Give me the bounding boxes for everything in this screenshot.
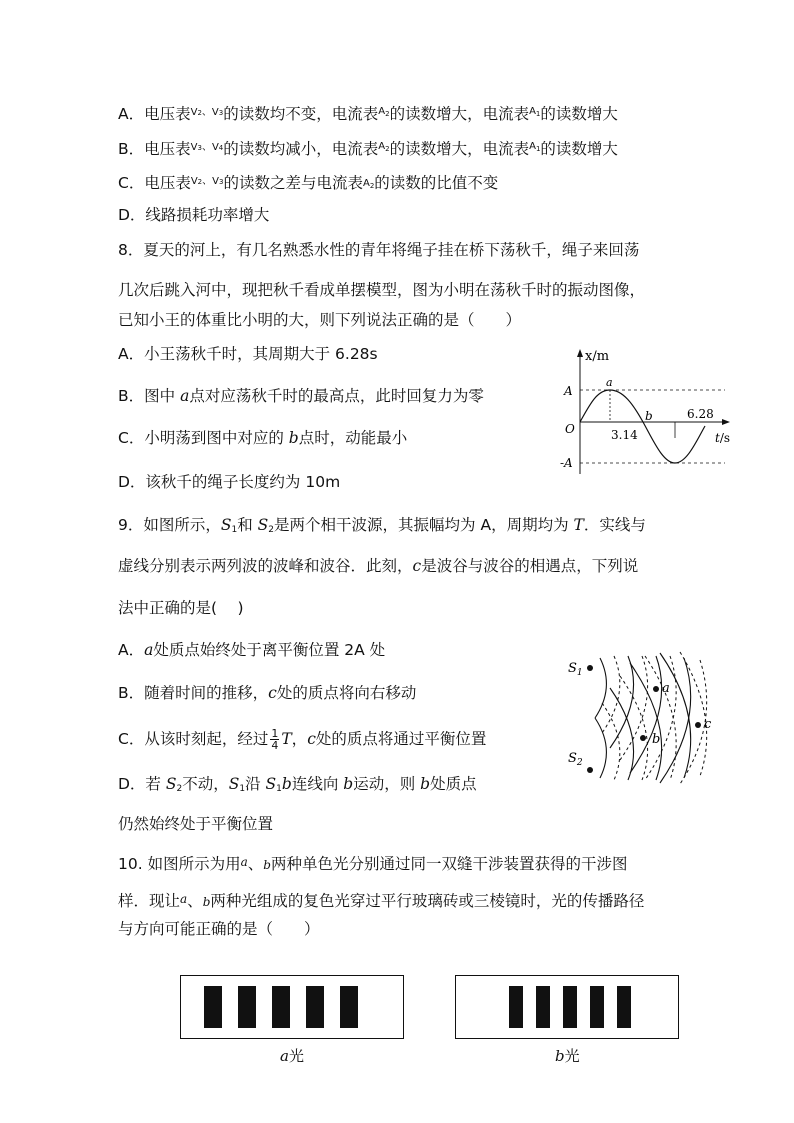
fringe bbox=[340, 986, 358, 1028]
s1-trough-lines bbox=[602, 656, 707, 784]
source-s2-dot bbox=[587, 767, 593, 773]
q8-stem-1: 8．夏天的河上，有几名熟悉水性的青年将绳子挂在桥下荡秋千，绳子来回荡 bbox=[118, 241, 640, 259]
fringe bbox=[590, 986, 604, 1028]
source-s1-dot bbox=[587, 665, 593, 671]
q8-option-b: B．图中 a点对应荡秋千时的最高点，此时回复力为零 bbox=[118, 387, 484, 405]
q10-stem-2: 样．现让a、b两种光组成的复色光穿过平行玻璃砖或三棱镜时，光的传播路径 bbox=[118, 892, 645, 910]
fringe bbox=[563, 986, 577, 1028]
s2-trough-lines bbox=[602, 652, 707, 780]
q8-oscillation-graph bbox=[555, 342, 735, 482]
point-b-label: b bbox=[652, 732, 661, 747]
pattern-a-caption: a光 bbox=[280, 1047, 304, 1065]
pattern-b-frame bbox=[455, 975, 679, 1039]
q8-stem-3: 已知小王的体重比小明的大，则下列说法正确的是（ ） bbox=[118, 311, 522, 329]
q9-stem-2: 虚线分别表示两列波的波峰和波谷．此刻，c是波谷与波谷的相遇点，下列说 bbox=[118, 557, 639, 575]
q8-option-c: C．小明荡到图中对应的 b点时，动能最小 bbox=[118, 429, 408, 447]
fringe bbox=[536, 986, 550, 1028]
fraction-one-quarter: $\frac{1}{4}$ bbox=[271, 727, 279, 752]
origin-label: O bbox=[565, 422, 575, 436]
q10-stem-3: 与方向可能正确的是（ ） bbox=[118, 920, 320, 938]
y-axis-label: x/m bbox=[585, 349, 610, 364]
pattern-b-caption: b光 bbox=[555, 1047, 580, 1065]
q7-option-b: B．电压表$^{V3、V4}$的读数均减小，电流表$^A$2的读数增大，电流表$^A$1的读数增大 bbox=[118, 140, 618, 158]
s1-label: $S_1$ bbox=[568, 661, 583, 678]
q9-stem-3: 法中正确的是( ) bbox=[118, 599, 244, 617]
point-b-dot bbox=[640, 735, 646, 741]
q9-option-b: B．随着时间的推移，c处的质点将向右移动 bbox=[118, 684, 417, 702]
y-axis-arrow-icon bbox=[577, 349, 583, 357]
label-A: A bbox=[564, 384, 573, 398]
point-c-label: c bbox=[704, 717, 712, 732]
fringe bbox=[204, 986, 222, 1028]
q9-option-d: D．若 $S_2$不动，$S_1$沿 $S_1b$连线向 b运动，则 b处质点 bbox=[118, 775, 477, 794]
q8-option-a: A．小王荡秋千时，其周期大于 6.28s bbox=[118, 345, 378, 363]
tick-label-6-28: 6.28 bbox=[687, 407, 714, 421]
point-a-label: a bbox=[606, 376, 613, 389]
q10-stem-1: 10. 如图所示为用a、b两种单色光分别通过同一双缝干涉装置获得的干涉图 bbox=[118, 855, 628, 873]
fringe bbox=[617, 986, 631, 1028]
s2-label: $S_2$ bbox=[568, 751, 583, 768]
sine-curve bbox=[580, 390, 705, 463]
fringe bbox=[306, 986, 324, 1028]
q8-stem-2: 几次后跳入河中，现把秋千看成单摆模型，图为小明在荡秋千时的振动图像， bbox=[118, 281, 646, 299]
q7-option-a: A．电压表$^{V2、V3}$的读数均不变，电流表$^A$2的读数增大，电流表$^A$1的读数增大 bbox=[118, 105, 618, 123]
q7-option-c: C．电压表$^{V2、V3}$的读数之差与电流表A2的读数的比值不变 bbox=[118, 174, 499, 192]
tick-label-3-14: 3.14 bbox=[611, 428, 638, 442]
point-a-dot bbox=[653, 686, 659, 692]
q9-option-d-continued: 仍然始终处于平衡位置 bbox=[118, 815, 274, 833]
label-neg-A: -A bbox=[560, 456, 573, 470]
q9-option-c: C．从该时刻起，经过 $\frac{1}{4}$ T，c处的质点将通过平衡位置 bbox=[118, 727, 487, 752]
q7-option-d: D．线路损耗功率增大 bbox=[118, 206, 270, 224]
q9-interference-figure bbox=[560, 648, 730, 788]
fringe bbox=[238, 986, 256, 1028]
q8-option-d: D．该秋千的绳子长度约为 10m bbox=[118, 473, 341, 491]
q9-option-a: A．a处质点始终处于离平衡位置 2A 处 bbox=[118, 641, 386, 659]
q9-stem-1: 9．如图所示，$S_1$和 $S_2$是两个相干波源，其振幅均为 A，周期均为 T．实线与 bbox=[118, 516, 646, 535]
fringe bbox=[272, 986, 290, 1028]
x-axis-label: t/s bbox=[715, 431, 731, 445]
point-b-label: b bbox=[645, 409, 653, 423]
point-a-label: a bbox=[662, 681, 670, 696]
x-axis-arrow-icon bbox=[722, 419, 730, 425]
pattern-a-frame bbox=[180, 975, 404, 1039]
fringe bbox=[509, 986, 523, 1028]
point-c-dot bbox=[695, 722, 701, 728]
